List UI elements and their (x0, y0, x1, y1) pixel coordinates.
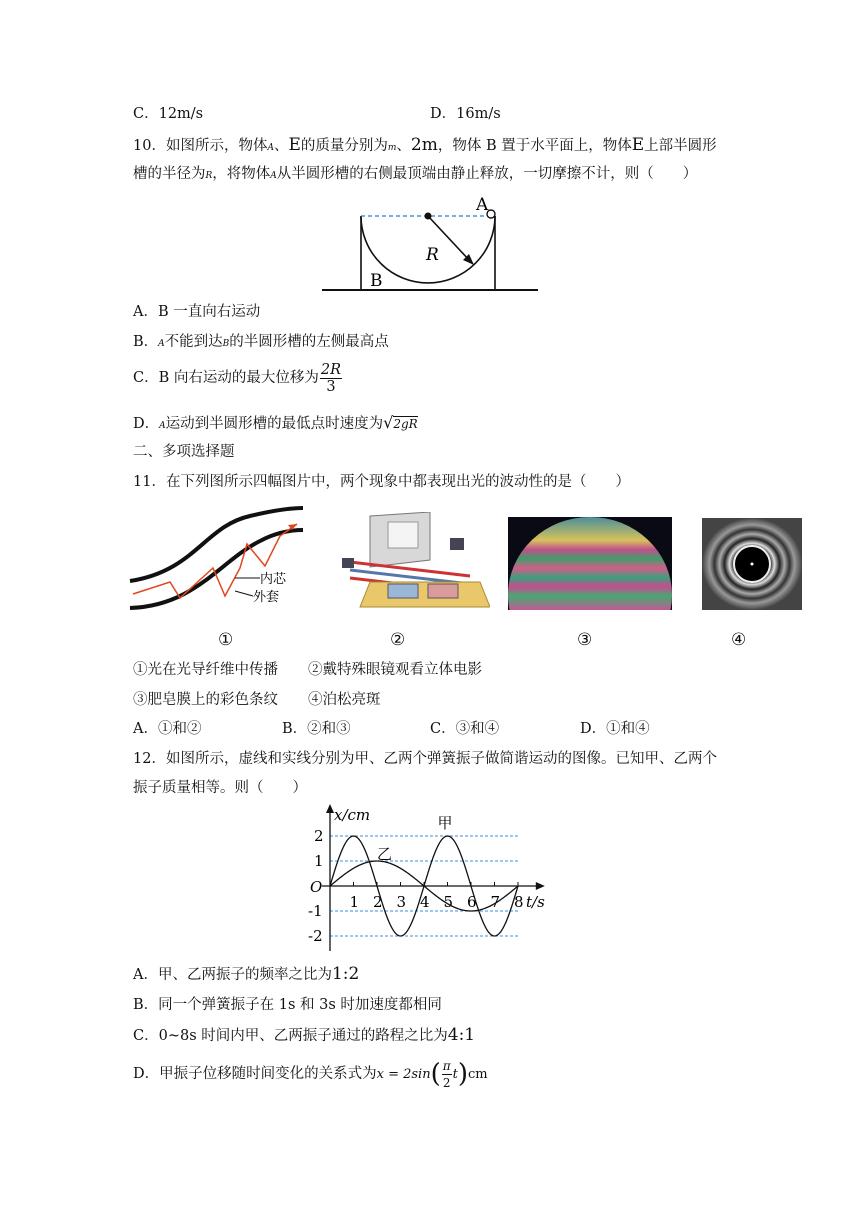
q12-stem-line1: 12．如图所示，虚线和实线分别为甲、乙两个弹簧振子做简谐运动的图像。已知甲、乙两个 (133, 751, 717, 767)
q10-stem-line1: 10．如图所示，物体A、E的质量分别为m、2m，物体 B 置于水平面上，物体E上部半圆形 (133, 135, 717, 155)
fraction-2r-over-3: $\frac{2R}{3}$ (320, 361, 342, 395)
q11-fig2-number: ② (390, 630, 406, 650)
x-axis-label: t/s (526, 893, 545, 911)
q11-fig3-number: ③ (577, 630, 593, 650)
label-b: B (370, 271, 383, 291)
q12-stem-line2: 振子质量相等。则（ ） (133, 780, 307, 796)
q11-desc-4: ④泊松亮斑 (308, 692, 381, 708)
x-axis-arrow (536, 882, 545, 890)
q12-option-c: C．0~8s 时间内甲、乙两振子通过的路程之比为4:1 (133, 1025, 476, 1045)
x-tick-label: 1 (349, 893, 360, 911)
x-tick-label: 8 (514, 893, 524, 911)
q12-option-a: A．甲、乙两振子的频率之比为1:2 (133, 964, 360, 984)
q11-fig1-optical-fiber (125, 506, 310, 614)
origin-label: O (310, 878, 323, 896)
x-tick-label: 5 (443, 893, 454, 911)
q12-option-b: B．同一个弹簧振子在 1s 和 3s 时加速度都相同 (133, 997, 442, 1013)
q10-stem-line2: 槽的半径为R，将物体A从半圆形槽的右侧最顶端由静止释放，一切摩擦不计，则（ ） (133, 166, 698, 182)
y-axis-label: x/cm (334, 806, 371, 824)
label-yi: 乙 (377, 845, 393, 863)
q11-fig3-soap-film (508, 517, 672, 610)
x-tick-label: 4 (420, 893, 430, 911)
y-axis-arrow (326, 804, 334, 813)
q11-option-d: D．①和④ (580, 721, 650, 737)
q10-option-c: C．B 向右运动的最大位移为 $\frac{2R}{3}$ (133, 361, 342, 395)
q11-option-c: C．③和④ (430, 721, 500, 737)
q11-fig1-number: ① (218, 630, 234, 650)
q11-fig4-poisson-spot (702, 518, 802, 610)
q11-fig4-number: ④ (731, 630, 747, 650)
q11-desc-1: ①光在光导纤维中传播 (133, 662, 278, 678)
q12-option-d: D．甲振子位移随时间变化的关系式为x = 2sin( $\frac{\pi}{2}$ t)cm (133, 1058, 488, 1090)
label-jia: 甲 (437, 814, 453, 832)
q11-desc-3: ③肥皂膜上的彩色条纹 (133, 692, 278, 708)
q11-desc-2: ②戴特殊眼镜观看立体电影 (308, 662, 482, 678)
x-tick-label: 7 (490, 893, 501, 911)
x-tick-label: 2 (373, 893, 383, 911)
y-tick-label: -2 (308, 927, 323, 945)
x-tick-label: 3 (396, 893, 407, 911)
q11-option-b: B．②和③ (282, 721, 351, 737)
q12-shm-graph (300, 802, 560, 954)
q9-option-c: C．12m/s (133, 106, 204, 122)
q10-option-b: B．A不能到达B的半圆形槽的左侧最高点 (133, 334, 389, 350)
section-heading: 二、多项选择题 (133, 444, 235, 460)
q10-figure-semicircle-groove (318, 192, 543, 296)
x-tick-label: 6 (467, 893, 477, 911)
q10-option-a: A．B 一直向右运动 (133, 304, 261, 320)
label-outer-cladding: 外套 (253, 590, 280, 605)
q11-option-a: A．①和② (133, 721, 202, 737)
q9-option-d: D．16m/s (430, 106, 501, 122)
label-r: R (426, 245, 439, 265)
label-inner-core: 内芯 (260, 572, 287, 587)
q10-option-d: D．A运动到半圆形槽的最低点时速度为√2gR (133, 413, 418, 432)
y-tick-label: 2 (314, 827, 324, 845)
q11-stem: 11．在下列图所示四幅图片中，两个现象中都表现出光的波动性的是（ ） (133, 474, 630, 490)
y-tick-label: -1 (308, 902, 323, 920)
q11-fig2-3d-movie-glasses (330, 512, 490, 612)
y-tick-label: 1 (314, 852, 324, 870)
label-a: A (476, 195, 489, 215)
